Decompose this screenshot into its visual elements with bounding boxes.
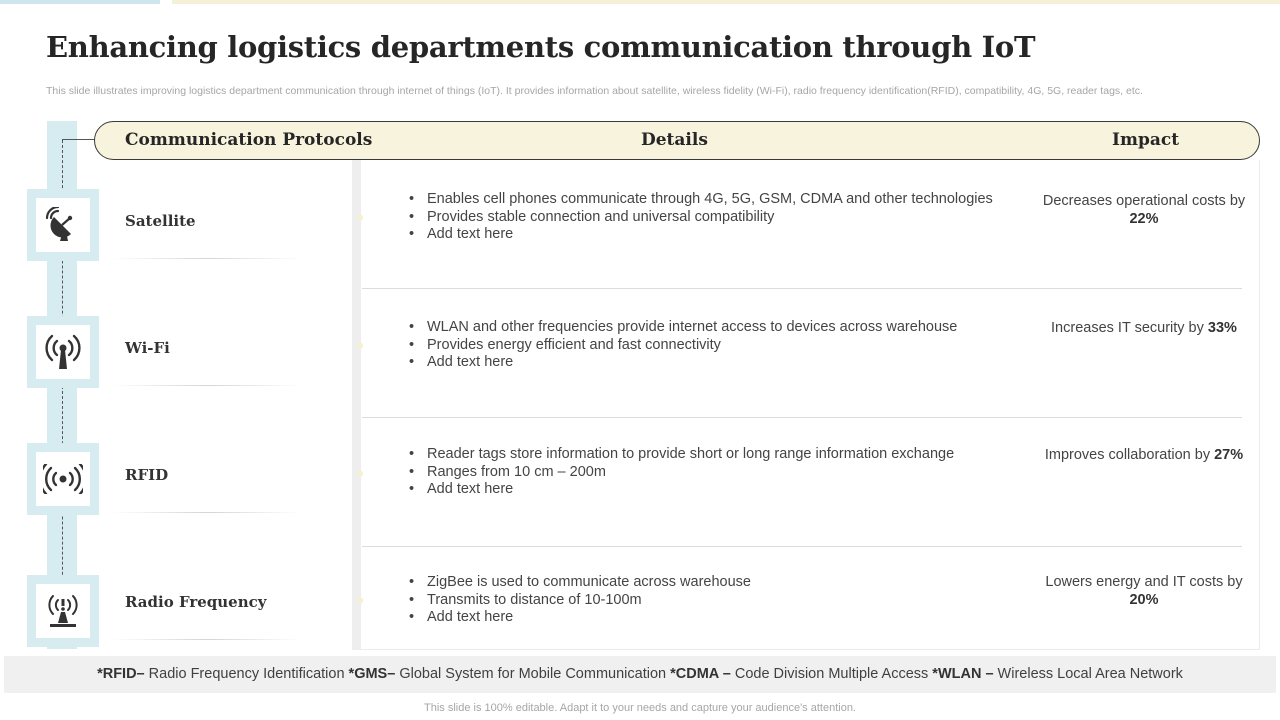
editable-note: This slide is 100% editable. Adapt it to your needs and capture your audience's attention. [424, 702, 856, 714]
satellite-dish-icon [45, 207, 81, 243]
protocol-underline [112, 512, 302, 513]
header-impact: Impact [1112, 130, 1180, 150]
footnote-abbr: *CDMA – [670, 666, 731, 682]
footnote-abbr: *RFID– [97, 666, 145, 682]
impact-value: 33% [1207, 320, 1237, 336]
impact-value: 20% [1129, 592, 1159, 608]
protocol-rfid: RFID [125, 466, 169, 484]
top-accent-bar-blue [0, 0, 160, 4]
protocol-underline [112, 385, 302, 386]
impact-value: 27% [1214, 447, 1244, 463]
detail-item: • Provides stable connection and universal compatibility [409, 209, 993, 227]
impact-satellite [1040, 192, 1248, 228]
detail-item: • WLAN and other frequencies provide internet access to devices across warehouse [409, 319, 957, 337]
protocol-radio-frequency: Radio Frequency [125, 593, 267, 611]
row-separator [362, 546, 1242, 547]
row-marker-dot [356, 342, 363, 349]
detail-item: • Add text here [409, 226, 993, 244]
footnote-abbr: *GMS– [348, 666, 396, 682]
wifi-icon-frame [27, 316, 99, 388]
page-subtitle: This slide illustrates improving logistics department communication through internet of things (IoT). It provides information about satellite, wireless fidelity (Wi-Fi), radio frequency identification(RFID), compatibility, 4G, 5G, reader tags, etc. [46, 85, 1143, 97]
impact-text: Improves collaboration by [1044, 447, 1211, 463]
wifi-antenna-icon [44, 333, 82, 371]
detail-item: • Provides energy efficient and fast connectivity [409, 337, 957, 355]
details-list-wifi [409, 319, 957, 372]
row-marker-dot [356, 597, 363, 604]
impact-rfid [1040, 446, 1248, 464]
detail-item: • Transmits to distance of 10-100m [409, 592, 751, 610]
row-marker-dot [356, 470, 363, 477]
details-list-radio-frequency [409, 574, 751, 627]
footnote-text: Code Division Multiple Access [730, 666, 933, 682]
protocol-underline [112, 258, 302, 259]
detail-item: • Reader tags store information to provide short or long range information exchange [409, 446, 954, 464]
abbreviations-footnote [4, 656, 1276, 693]
impact-radio-frequency [1040, 573, 1248, 609]
row-marker-dot [356, 214, 363, 221]
impact-text: Lowers energy and IT costs by [1045, 574, 1243, 590]
protocol-satellite: Satellite [125, 212, 196, 230]
footnote-text: Radio Frequency Identification [144, 666, 349, 682]
detail-item: • ZigBee is used to communicate across warehouse [409, 574, 751, 592]
protocol-wifi: Wi-Fi [125, 339, 170, 357]
table-header [94, 121, 1260, 160]
radio-tower-icon [46, 593, 80, 629]
impact-value: 22% [1129, 211, 1159, 227]
detail-item: • Add text here [409, 354, 957, 372]
rfid-icon-frame [27, 443, 99, 515]
detail-item: • Enables cell phones communicate through 4G, 5G, GSM, CDMA and other technologies [409, 191, 993, 209]
protocol-underline [112, 639, 302, 640]
row-separator [362, 417, 1242, 418]
satellite-icon-frame [27, 189, 99, 261]
footnote-bar [4, 656, 1276, 693]
impact-text: Increases IT security by [1051, 320, 1204, 336]
details-list-satellite [409, 191, 993, 244]
row-separator [362, 288, 1242, 289]
timeline-connector [62, 139, 96, 140]
footnote-text: Global System for Mobile Communication [395, 666, 671, 682]
footnote-abbr: *WLAN – [932, 666, 994, 682]
header-protocols: Communication Protocols [125, 130, 373, 150]
radio-frequency-icon-frame [27, 575, 99, 647]
impact-text: Decreases operational costs by [1042, 193, 1246, 209]
header-details: Details [641, 130, 708, 150]
impact-wifi [1040, 319, 1248, 337]
detail-item: • Add text here [409, 609, 751, 627]
rfid-signal-icon [43, 464, 83, 494]
footnote-text: Wireless Local Area Network [993, 666, 1183, 682]
details-list-rfid [409, 446, 954, 499]
page-title: Enhancing logistics departments communication through IoT [46, 30, 1036, 64]
detail-item: • Ranges from 10 cm – 200m [409, 464, 954, 482]
detail-item: • Add text here [409, 481, 954, 499]
top-accent-bar-cream [172, 0, 1280, 4]
